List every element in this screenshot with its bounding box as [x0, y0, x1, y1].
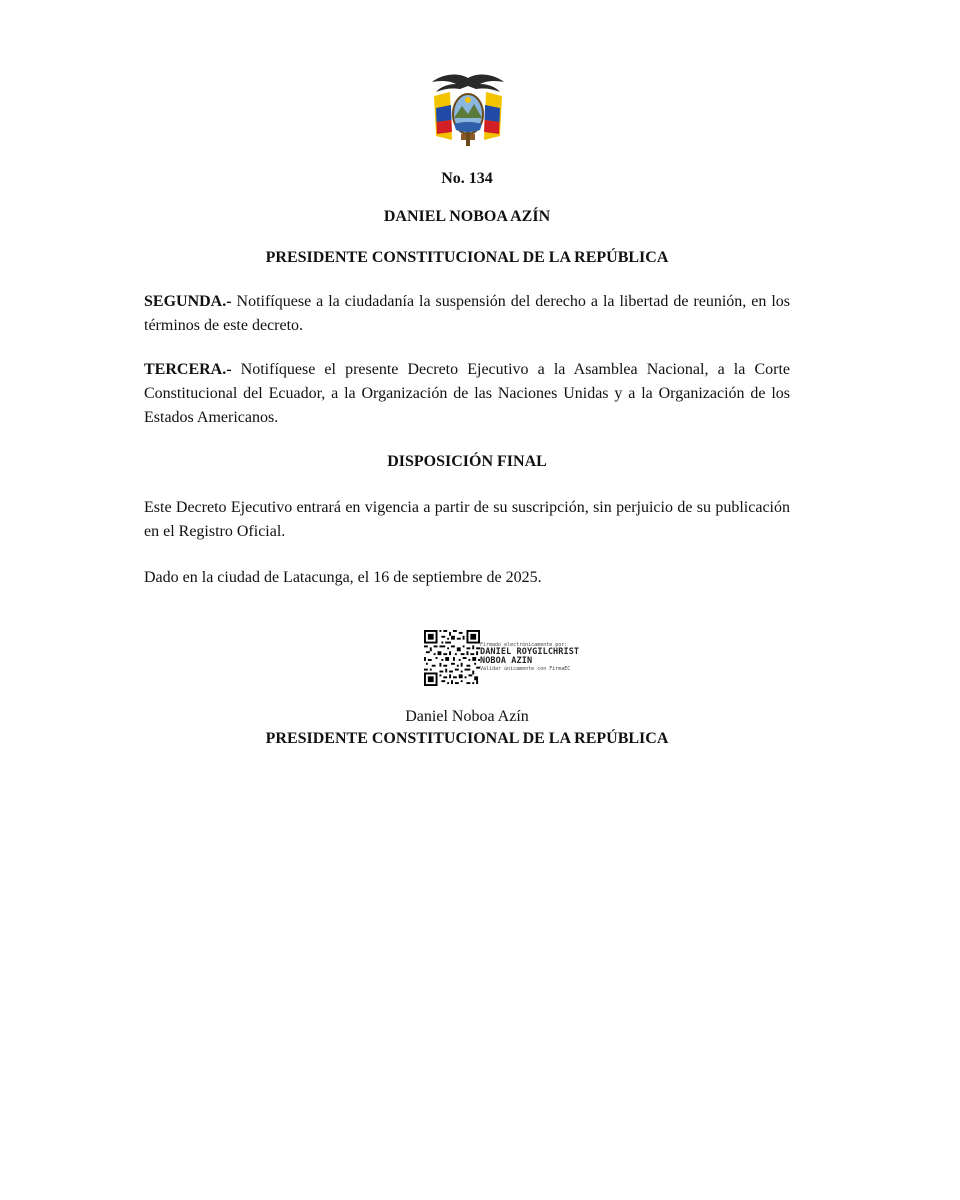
final-provision-text: Este Decreto Ejecutivo entrará en vigencia a partir de su suscripción, sin perjuicio de su publicación en el Registro Oficial.: [144, 499, 790, 540]
stamp-signer-name-1: DANIEL ROYGILCHRIST: [480, 647, 580, 657]
signature-stamp-text: [480, 642, 579, 672]
president-title-heading: PRESIDENTE CONSTITUCIONAL DE LA REPÚBLICA: [265, 249, 669, 266]
article-segunda: [144, 290, 790, 338]
signer-title: PRESIDENTE CONSTITUCIONAL DE LA REPÚBLICA: [265, 730, 669, 747]
president-name-heading: DANIEL NOBOA AZÍN: [383, 208, 551, 225]
stamp-signer-name-2: NOBOA AZIN: [480, 656, 533, 666]
article-tercera-lead: TERCERA.-: [144, 361, 232, 378]
final-provision-heading: DISPOSICIÓN FINAL: [387, 453, 547, 470]
qr-code-icon: [424, 630, 480, 686]
stamp-caption-bottom: Validar únicamente con FirmaEC: [480, 666, 571, 672]
decree-number: No. 134: [441, 170, 493, 187]
article-tercera-text: Notifíquese el presente Decreto Ejecutivo a la Asamblea Nacional, a la Corte Constitucional del Ecuador, a la Organización de las Naciones Unidas y a la Organización de los Estados Americanos.: [144, 361, 790, 426]
article-segunda-lead: SEGUNDA.-: [144, 293, 232, 310]
dated-line: Dado en la ciudad de Latacunga, el 16 de septiembre de 2025.: [144, 569, 542, 586]
article-segunda-text: Notifíquese a la ciudadanía la suspensión del derecho a la libertad de reunión, en los términos de este decreto.: [144, 293, 790, 334]
signer-name: Daniel Noboa Azín: [405, 708, 529, 725]
stamp-caption-top: Firmado electrónicamente por:: [480, 642, 568, 648]
article-tercera: [144, 358, 790, 430]
electronic-signature-stamp: [424, 630, 624, 688]
coat-of-arms-icon: [428, 70, 508, 150]
